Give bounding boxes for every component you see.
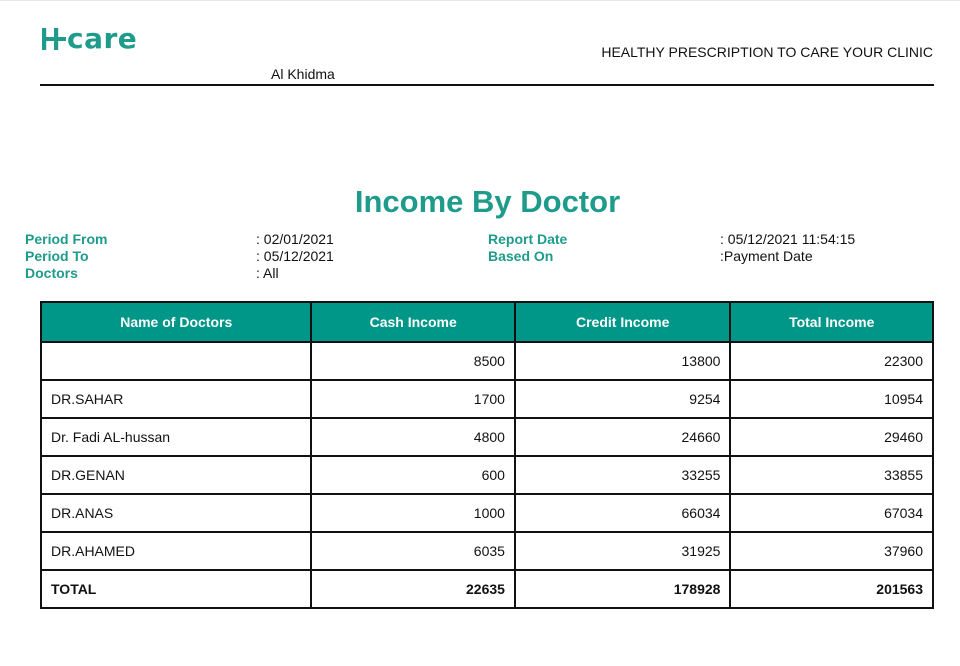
cash-income-cell: 6035 xyxy=(311,532,515,570)
header-cash-income: Cash Income xyxy=(311,302,515,342)
credit-income-cell: 31925 xyxy=(515,532,731,570)
period-from-label: Period From xyxy=(25,231,108,247)
logo-text: care xyxy=(67,21,138,55)
header-total-income: Total Income xyxy=(730,302,933,342)
period-from-value: : 02/01/2021 xyxy=(256,231,334,247)
total-label-cell: TOTAL xyxy=(41,570,311,608)
credit-income-cell: 33255 xyxy=(515,456,731,494)
period-to-value: : 05/12/2021 xyxy=(256,248,334,264)
header-name-of-doctors: Name of Doctors xyxy=(41,302,311,342)
report-date-value: : 05/12/2021 11:54:15 xyxy=(720,231,856,247)
table-row xyxy=(41,380,933,418)
doctor-name-cell: DR.ANAS xyxy=(41,494,311,532)
page-top-border xyxy=(0,0,960,1)
doctor-name-cell: DR.GENAN xyxy=(41,456,311,494)
header-credit-income: Credit Income xyxy=(515,302,731,342)
table-row xyxy=(41,342,933,380)
table-row xyxy=(41,532,933,570)
cash-income-cell: 1000 xyxy=(311,494,515,532)
cash-income-cell: 8500 xyxy=(311,342,515,380)
cash-income-cell: 600 xyxy=(311,456,515,494)
total-income-cell: 67034 xyxy=(730,494,933,532)
doctor-name-cell: Dr. Fadi AL-hussan xyxy=(41,418,311,456)
total-income-cell: 10954 xyxy=(730,380,933,418)
header-divider xyxy=(40,84,934,86)
total-row xyxy=(41,570,933,608)
credit-income-cell: 24660 xyxy=(515,418,731,456)
report-title: Income By Doctor xyxy=(354,184,621,219)
table-header-row xyxy=(41,302,933,342)
doctors-label: Doctors xyxy=(25,265,78,281)
income-table xyxy=(40,301,934,609)
period-to-label: Period To xyxy=(25,248,89,264)
doctor-name-cell: DR.SAHAR xyxy=(41,380,311,418)
hcare-logo xyxy=(40,22,137,56)
cash-income-cell: 4800 xyxy=(311,418,515,456)
clinic-name: Al Khidma xyxy=(271,66,335,82)
doctor-name-cell: DR.AHAMED xyxy=(41,532,311,570)
total-income-cell: 22300 xyxy=(730,342,933,380)
table-row xyxy=(41,456,933,494)
doctor-name-cell xyxy=(41,342,311,380)
total-income-cell: 37960 xyxy=(730,532,933,570)
cash-income-cell: 1700 xyxy=(311,380,515,418)
total-income-cell: 33855 xyxy=(730,456,933,494)
credit-income-cell: 9254 xyxy=(515,380,731,418)
table-row xyxy=(41,494,933,532)
total-cash-cell: 22635 xyxy=(311,570,515,608)
table-row xyxy=(41,418,933,456)
total-income-cell: 29460 xyxy=(730,418,933,456)
based-on-label: Based On xyxy=(488,248,554,264)
logo-h-mark-icon xyxy=(40,26,66,52)
total-credit-cell: 178928 xyxy=(515,570,731,608)
credit-income-cell: 66034 xyxy=(515,494,731,532)
credit-income-cell: 13800 xyxy=(515,342,731,380)
based-on-value: :Payment Date xyxy=(720,248,813,264)
grand-total-cell: 201563 xyxy=(730,570,933,608)
report-date-label: Report Date xyxy=(488,231,568,247)
tagline: HEALTHY PRESCRIPTION TO CARE YOUR CLINIC xyxy=(601,44,933,60)
doctors-value: : All xyxy=(256,265,279,281)
